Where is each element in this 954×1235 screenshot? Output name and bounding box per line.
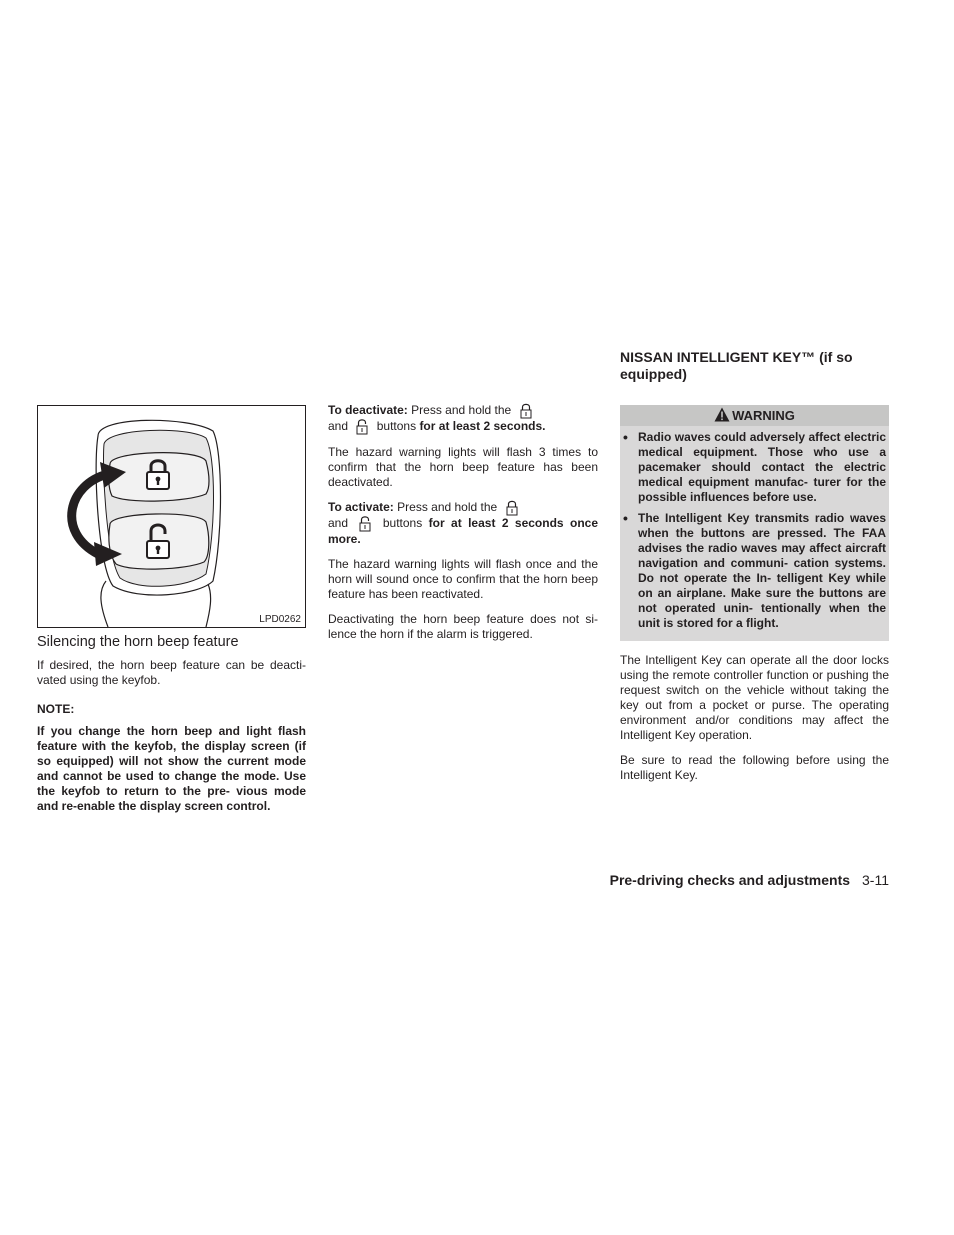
flash-3-paragraph: The hazard warning lights will flash 3 times to confirm that the horn beep feature has been deactivated.: [328, 445, 598, 489]
flash-once-paragraph: The hazard warning lights will flash once and the horn will sound once to confirm that the horn beep feature has been reactivated.: [328, 557, 598, 601]
activate-label: To activate:: [328, 500, 394, 515]
warning-header: [620, 405, 889, 426]
figure-caption: Silencing the horn beep feature: [37, 634, 239, 650]
buttons-text: buttons: [376, 419, 417, 434]
activate-duration: for at least 2 seconds once more.: [328, 516, 598, 546]
warning-list: [620, 426, 889, 631]
note-label: NOTE:: [37, 702, 75, 716]
activate-instruction: [328, 500, 598, 547]
middle-column: [328, 403, 598, 652]
intro-paragraph: If desired, the horn beep feature can be deacti- vated using the keyfob.: [37, 658, 306, 687]
curved-arrow-icon: [58, 462, 128, 572]
alarm-paragraph: Deactivating the horn beep feature does not si- lence the horn if the alarm is triggered.: [328, 612, 598, 641]
page-footer: [610, 872, 889, 888]
unlock-icon: [358, 516, 372, 532]
note-text: If you change the horn beep and light flash feature with the keyfob, the display screen (if so equipped) will not show the current mode and cannot be used to change the mode. Use the keyfob to return to the pre- vious mode and re-enable the display screen control.: [37, 724, 306, 813]
and-text: and: [328, 419, 349, 434]
warning-item: • Radio waves could adversely affect electric medical equipment. Those who use a pacemaker should contact the electric medical equipment manufac- turer for the possible influences before use.: [620, 430, 886, 505]
deactivate-label: To deactivate:: [328, 403, 408, 418]
unlock-icon: [144, 522, 172, 560]
lock-icon: [519, 403, 533, 419]
footer-section-title: Pre-driving checks and adjustments: [609, 872, 851, 888]
warning-title: WARNING: [732, 408, 795, 423]
keyfob-figure: [37, 405, 306, 628]
page-number: 3-11: [862, 872, 889, 888]
read-before-paragraph: Be sure to read the following before using the Intelligent Key.: [620, 753, 889, 782]
left-column: [37, 405, 306, 814]
deactivate-text: Press and hold the: [411, 403, 512, 418]
and-text: and: [328, 516, 349, 531]
intelligent-key-paragraph: The Intelligent Key can operate all the door locks using the remote controller function or pushing the request switch on the vehicle without taking the key out from a pocket or purse. The operating environment and/or conditions may affect the Intelligent Key operation.: [620, 653, 889, 742]
warning-box: [620, 405, 889, 641]
section-heading: NISSAN INTELLIGENT KEY™ (if so equipped): [620, 349, 853, 382]
lock-icon: [144, 457, 172, 491]
deactivate-duration: for at least 2 seconds.: [419, 419, 546, 434]
warning-item: • The Intelligent Key transmits radio waves when the buttons are pressed. The FAA advises the radio waves may affect aircraft navigation and communi- cation systems. Do not operate the In- telligent Key while on an airplane. Make sure the buttons are not operated unin- tentionally when the unit is stored for a flight.: [620, 511, 886, 631]
unlock-icon: [355, 419, 369, 435]
buttons-text: buttons: [382, 516, 423, 531]
lock-icon: [505, 500, 519, 516]
figure-code: LPD0262: [259, 614, 301, 625]
activate-text: Press and hold the: [397, 500, 498, 515]
warning-triangle-icon: [714, 407, 730, 428]
deactivate-instruction: [328, 403, 598, 435]
right-column: [620, 349, 889, 793]
